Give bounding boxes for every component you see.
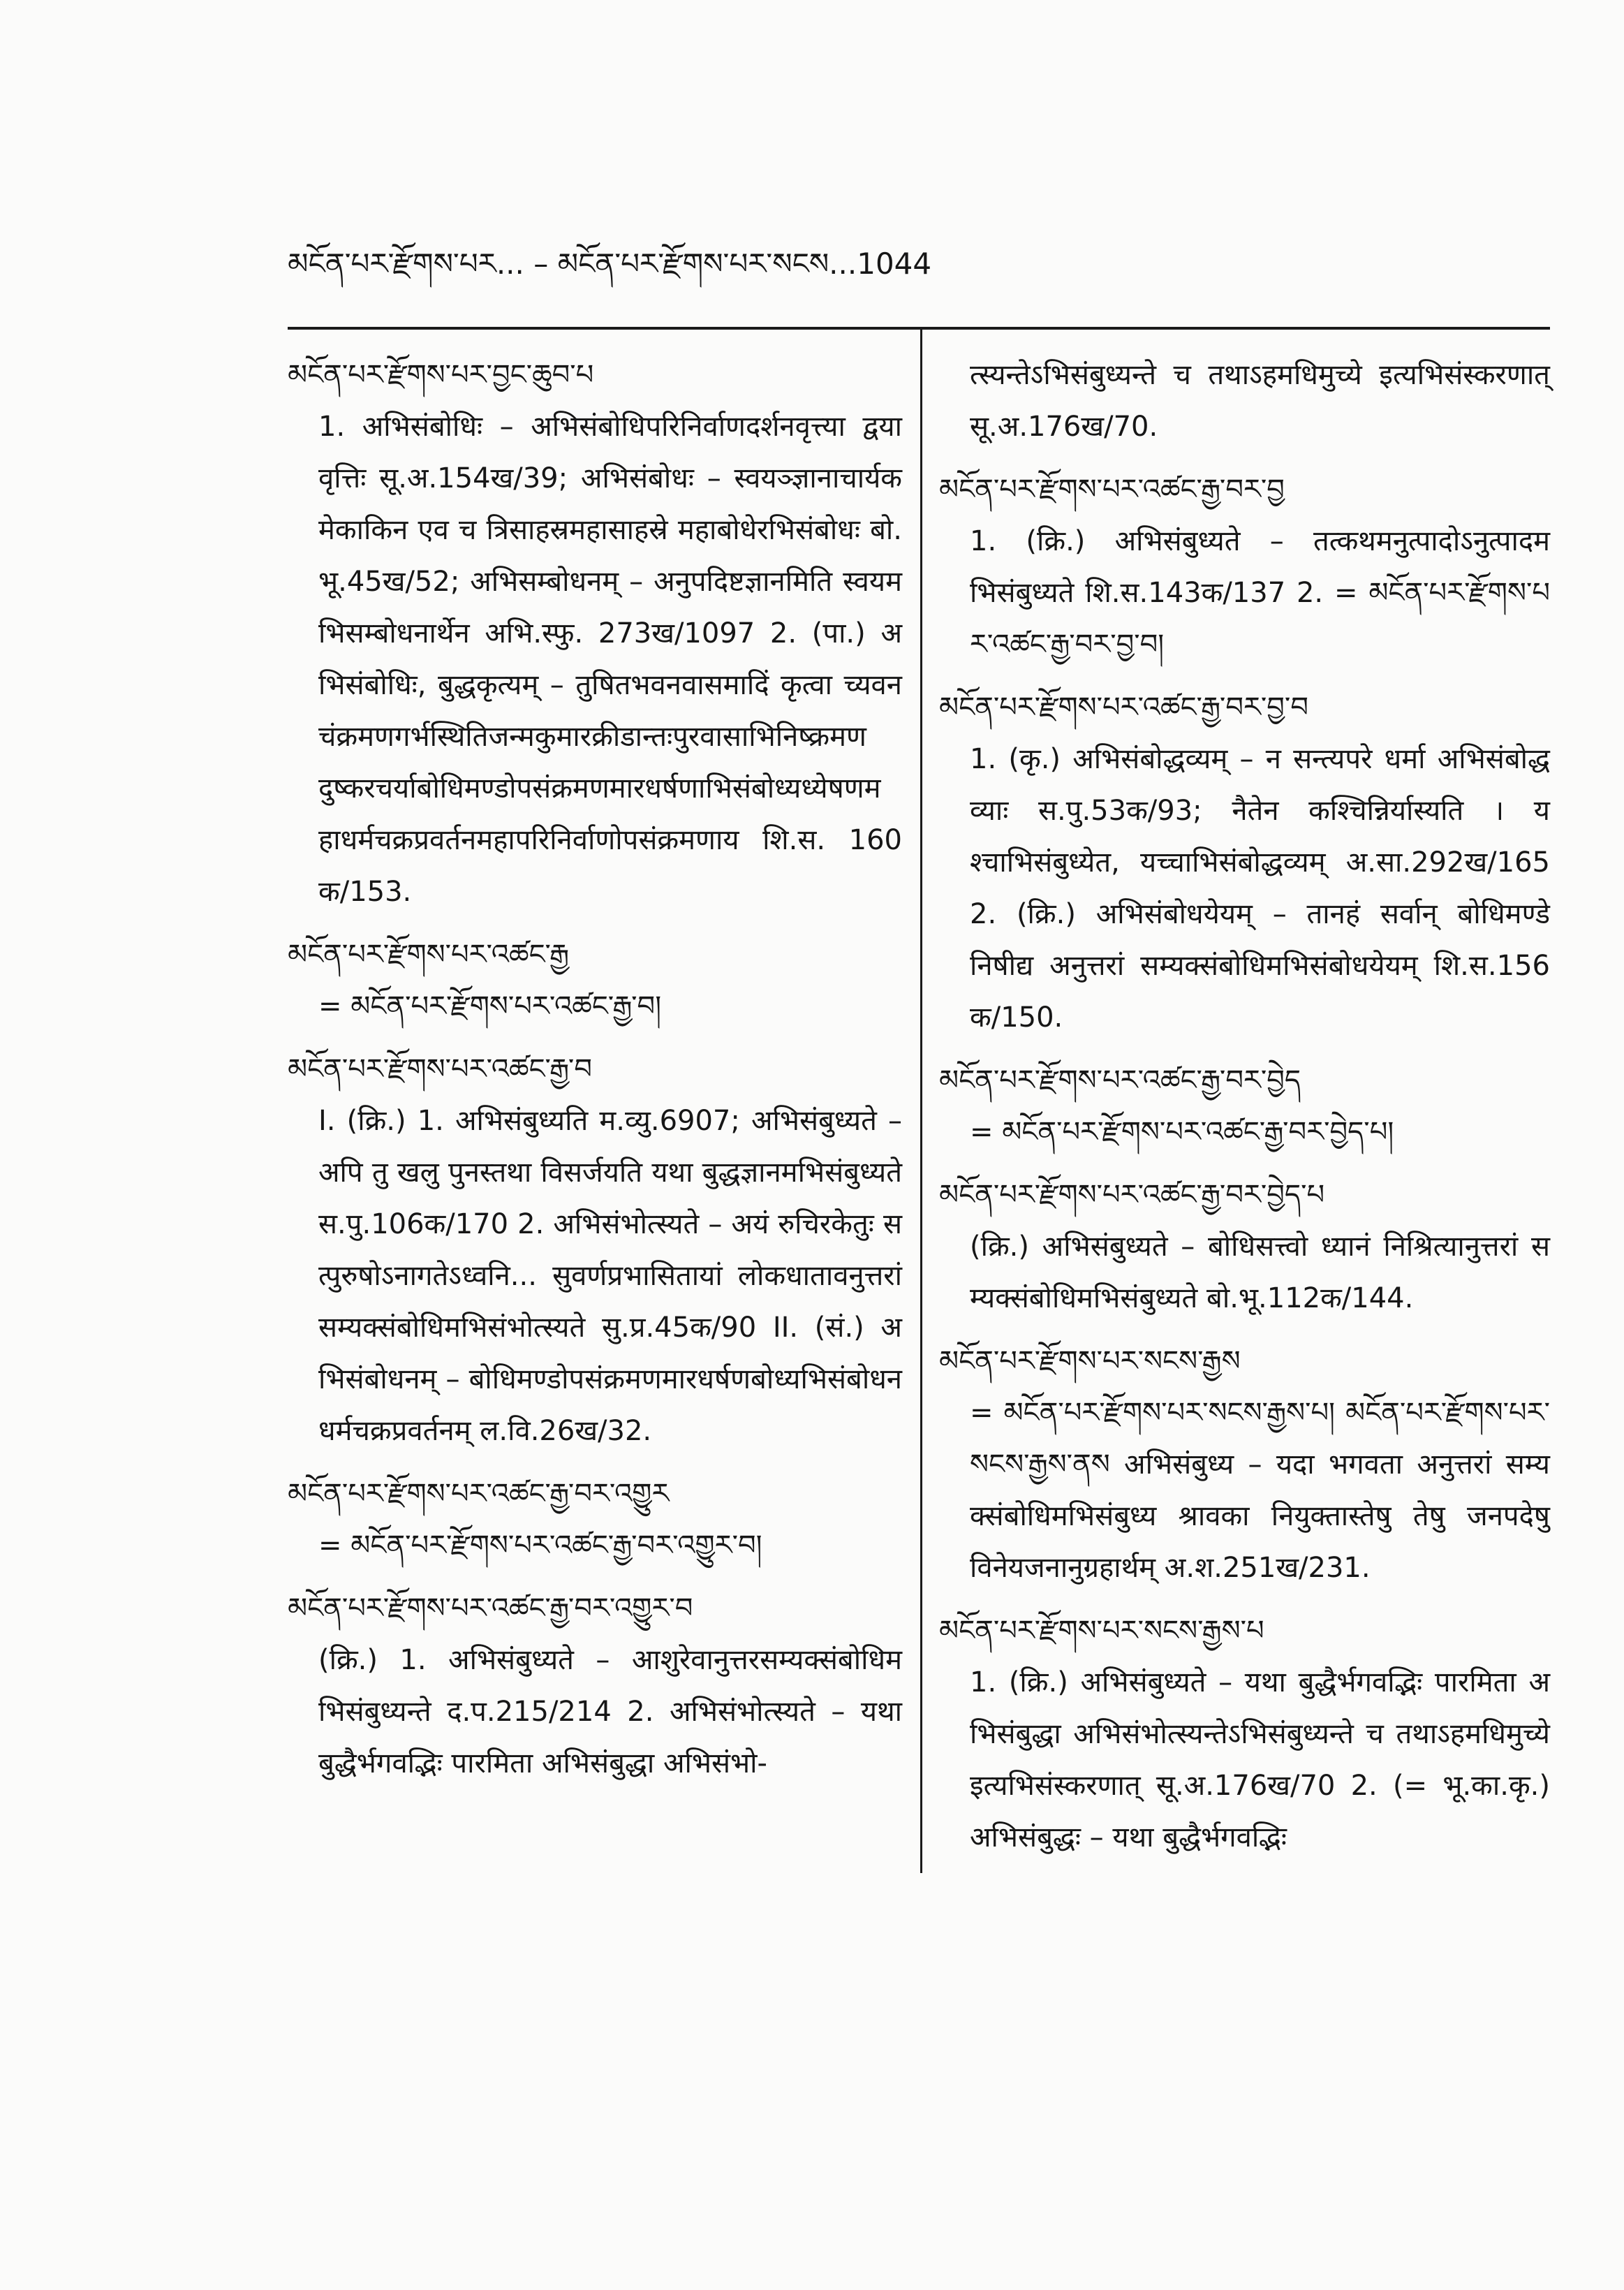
right-column	[939, 349, 1550, 1874]
entry-body: 1. अभिसंबोधिः – अभिसंबोधिपरिनिर्वाणदर्शनवृत्त्या द्वया वृत्तिः सू.अ.154ख/39; अभिसंबोधः – स्वयञ्ज्ञानाचार्यकमेकाकिन एव च त्रिसाहस्रमहासाहस्रे महाबोधेरभिसंबोधः बो.भू.45ख/52; अभिसम्बोधनम् – अनुपदिष्टज्ञानमिति स्वयमभिसम्बोधनार्थेन अभि.स्फु. 273ख/1097 2. (पा.) अभिसंबोधिः, बुद्धकृत्यम् – तुषितभवनवासमादिं कृत्वा च्यवनचंक्रमणगर्भस्थितिजन्मकुमारक्रीडान्तःपुरवासाभिनिष्क्रमणदुष्करचर्याबोधिमण्डोपसंक्रमणमारधर्षणाभिसंबोध्यध्येषणमहाधर्मचक्रप्रवर्तनमहापरिनिर्वाणोपसंक्रमणाय शि.स. 160क/153.	[318, 411, 902, 908]
dictionary-entry	[288, 1043, 902, 1457]
entry-headword: མངོན་པར་རྫོགས་པར་འཚང་རྒྱ་བར་བྱ་བ	[939, 691, 1308, 724]
entry-body: = མངོན་པར་རྫོགས་པར་འཚང་རྒྱ་བ།	[318, 990, 662, 1022]
entry-body: = མངོན་པར་རྫོགས་པར་འཚང་རྒྱ་བར་བྱེད་པ།	[970, 1116, 1394, 1148]
entry-headword: མངོན་པར་རྫོགས་པར་འཚང་རྒྱ་བ	[288, 1053, 592, 1085]
entry-headword: མངོན་པར་རྫོགས་པར་འཚང་རྒྱ་བར་འགྱུར་བ	[288, 1592, 693, 1624]
dictionary-entry	[939, 1335, 1550, 1594]
entry-headword: མངོན་པར་རྫོགས་པར་འཚང་རྒྱ་བར་བྱེད	[939, 1064, 1301, 1096]
entry-headword: མངོན་པར་རྫོགས་པར་སངས་རྒྱས	[939, 1345, 1241, 1377]
column-divider	[920, 330, 922, 1873]
dictionary-entry	[939, 1605, 1550, 1863]
entry-headword: མངོན་པར་རྫོགས་པར་འཚང་རྒྱ་བར་བྱེད་པ	[939, 1179, 1325, 1211]
continuation-text: त्स्यन्तेऽभिसंबुध्यन्ते च तथाऽहमधिमुच्ये इत्यभिसंस्करणात् सू.अ.176ख/70.	[970, 359, 1550, 443]
entry-body: 1. (कृ.) अभिसंबोद्धव्यम् – न सन्त्यपरे धर्मा अभिसंबोद्धव्याः स.पु.53क/93; नैतेन कश्चिन्निर्यास्यति । यश्चाभिसंबुध्येत, यच्चाभिसंबोद्धव्यम् अ.सा.292ख/165 2. (क्रि.) अभिसंबोधयेयम् – तानहं सर्वान् बोधिमण्डे निषीद्य अनुत्तरां सम्यक्संबोधिमभिसंबोधयेयम् शि.स.156क/150.	[970, 743, 1550, 1034]
dictionary-entry	[288, 1468, 902, 1571]
entry-continuation	[939, 349, 1550, 453]
dictionary-entry	[939, 1055, 1550, 1158]
entry-headword: མངོན་པར་རྫོགས་པར་བྱང་ཆུབ་པ	[288, 359, 594, 391]
dictionary-entry	[939, 1169, 1550, 1324]
dictionary-entry	[288, 349, 902, 918]
running-head-range: མངོན་པར་རྫོགས་པར... – མངོན་པར་རྫོགས་པར་སངས...	[288, 247, 857, 281]
dictionary-entry	[288, 929, 902, 1032]
left-column	[288, 349, 902, 1800]
entry-body: I. (क्रि.) 1. अभिसंबुध्यति म.व्यु.6907; अभिसंबुध्यते – अपि तु खलु पुनस्तथा विसर्जयति यथा बुद्धज्ञानमभिसंबुध्यते स.पु.106क/170 2. अभिसंभोत्स्यते – अयं रुचिरकेतुः सत्पुरुषोऽनागतेऽध्वनि... सुवर्णप्रभासितायां लोकधातावनुत्तरां सम्यक्संबोधिमभिसंभोत्स्यते सु.प्र.45क/90 II. (सं.) अभिसंबोधनम् – बोधिमण्डोपसंक्रमणमारधर्षणबोध्यभिसंबोधनधर्मचक्रप्रवर्तनम् ल.वि.26ख/32.	[318, 1105, 902, 1447]
entry-body: 1. (क्रि.) अभिसंबुध्यते – यथा बुद्धैर्भगवद्भिः पारमिता अभिसंबुद्धा अभिसंभोत्स्यन्तेऽभिसंबुध्यन्ते च तथाऽहमधिमुच्ये इत्यभिसंस्करणात् सू.अ.176ख/70 2. (= भू.का.कृ.) अभिसंबुद्धः – यथा बुद्धैर्भगवद्भिः	[970, 1666, 1550, 1854]
entry-headword: མངོན་པར་རྫོགས་པར་འཚང་རྒྱ	[288, 939, 570, 971]
entry-body: 1. (क्रि.) अभिसंबुध्यते – तत्कथमनुत्पादोऽनुत्पादमभिसंबुध्यते शि.स.143क/137 2. = མངོན་པར་རྫོགས་པར་འཚང་རྒྱ་བར་བྱ་བ།	[970, 525, 1550, 661]
entry-headword: མངོན་པར་རྫོགས་པར་འཚང་རྒྱ་བར་བྱ	[939, 474, 1285, 506]
dictionary-entry	[939, 682, 1550, 1043]
page-number: 1044	[857, 247, 932, 281]
entry-body: = མངོན་པར་རྫོགས་པར་འཚང་རྒྱ་བར་འགྱུར་བ།	[318, 1529, 762, 1562]
entry-headword: མངོན་པར་རྫོགས་པར་འཚང་རྒྱ་བར་འགྱུར	[288, 1478, 670, 1510]
dictionary-entry	[939, 464, 1550, 670]
entry-headword: མངོན་པར་རྫོགས་པར་སངས་རྒྱས་པ	[939, 1615, 1264, 1647]
entry-body: (क्रि.) 1. अभिसंबुध्यते – आशुरेवानुत्तरसम्यक्संबोधिमभिसंबुध्यन्ते द.प.215/214 2. अभिसंभोत्स्यते – यथा बुद्धैर्भगवद्भिः पारमिता अभिसंबुद्धा अभिसंभो-	[318, 1644, 902, 1779]
entry-body: = མངོན་པར་རྫོགས་པར་སངས་རྒྱས་པ། མངོན་པར་རྫོགས་པར་སངས་རྒྱས་ནས अभिसंबुध्य – यदा भगवता अनुत्तरां सम्यक्संबोधिमभिसंबुध्य श्रावका नियुक्तास्तेषु तेषु जनपदेषु विनेयजनानुग्रहार्थम् अ.श.251ख/231.	[970, 1397, 1550, 1584]
dictionary-entry	[288, 1583, 902, 1789]
header-rule	[288, 327, 1550, 330]
running-head	[288, 230, 1550, 314]
entry-body: (क्रि.) अभिसंबुध्यते – बोधिसत्त्वो ध्यानं निश्रित्यानुत्तरां सम्यक्संबोधिमभिसंबुध्यते बो.भू.112क/144.	[970, 1231, 1550, 1314]
